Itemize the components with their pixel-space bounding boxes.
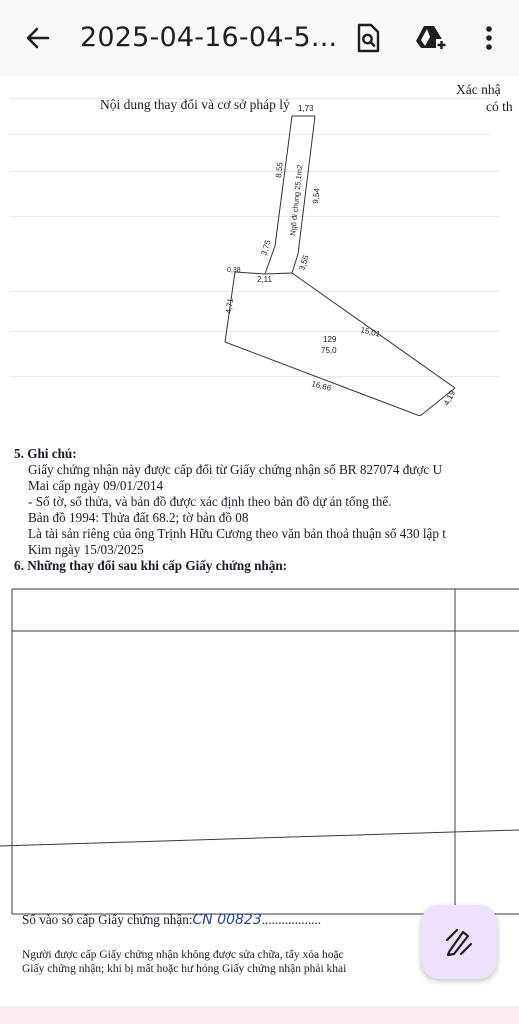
- label-bottom-edge: 16,66: [310, 379, 333, 393]
- notes-line-5: Là tài sản riêng của ông Trịnh Hữu Cương theo văn bản thoả thuận số 430 lập t: [28, 526, 446, 541]
- label-joint: 2,11: [257, 275, 272, 284]
- top-app-bar: [0, 0, 519, 76]
- label-parcel-no: 129: [323, 335, 337, 344]
- label-left-upper: 8,55: [274, 161, 285, 179]
- edit-fab-button[interactable]: [421, 905, 497, 979]
- arrow-back-icon[interactable]: [22, 22, 54, 54]
- edit-pen-icon: [443, 926, 475, 958]
- footer-note-2: Giấy chứng nhận; khi bị mất hoặc hư hỏng Giấy chứng nhận phải khai: [22, 963, 347, 975]
- document-title: 2025-04-16-04-5...: [80, 22, 338, 53]
- bottom-edge-bar: [0, 1006, 519, 1024]
- label-left-mid: 3,75: [259, 239, 273, 257]
- table-header-confirm-line-2: có th: [486, 99, 513, 114]
- notes-line-3: - Số tờ, số thửa, và bản đồ được xác định theo bản đồ dự án tổng thể.: [28, 494, 392, 509]
- label-right-upper: 9,54: [311, 187, 322, 205]
- notes-line-1: Giấy chứng nhận này được cấp đổi từ Giấy chứng nhận số BR 827074 được U: [28, 462, 443, 477]
- label-right-side: 4,19: [441, 388, 458, 407]
- document-page[interactable]: [0, 76, 519, 1006]
- table-header-confirm: [456, 81, 513, 115]
- more-vert-icon[interactable]: [471, 20, 507, 56]
- label-left-side: 4,71: [224, 297, 236, 315]
- search-document-icon[interactable]: [350, 20, 386, 56]
- register-number: CN 00823: [192, 912, 262, 928]
- table-header-confirm-line-1: Xác nhậ: [456, 82, 501, 97]
- notes-heading: 5. Ghi chú:: [14, 446, 77, 461]
- changes-table-grid: [0, 76, 519, 1006]
- notes-line-6: Kim ngày 15/03/2025: [28, 542, 144, 557]
- section-6-heading: 6. Những thay đổi sau khi cấp Giấy chứng nhận:: [14, 558, 288, 573]
- label-right-mid: 3,55: [297, 254, 311, 272]
- label-area: 75,0: [321, 346, 337, 355]
- label-small: 0,38: [227, 267, 241, 274]
- add-to-drive-icon[interactable]: [412, 20, 448, 56]
- register-label: Số vào sổ cấp Giấy chứng nhận:: [22, 912, 193, 927]
- label-top-edge: 15,01: [359, 325, 382, 339]
- notes-line-4: Bản đồ 1994: Thửa đất 68.2; tờ bản đồ 08: [28, 510, 249, 525]
- footer-note-1: Người được cấp Giấy chứng nhận không được sửa chữa, tẩy xóa hoặc: [22, 949, 344, 961]
- label-top-width: 1,73: [298, 104, 314, 113]
- label-lane: Ngõ đi chung 25,1m2: [288, 164, 305, 237]
- table-header-content: Nội dung thay đổi và cơ sở pháp lý: [100, 97, 290, 112]
- register-dots: ..................: [261, 912, 322, 927]
- notes-line-2: Mai cấp ngày 09/01/2014: [28, 478, 164, 493]
